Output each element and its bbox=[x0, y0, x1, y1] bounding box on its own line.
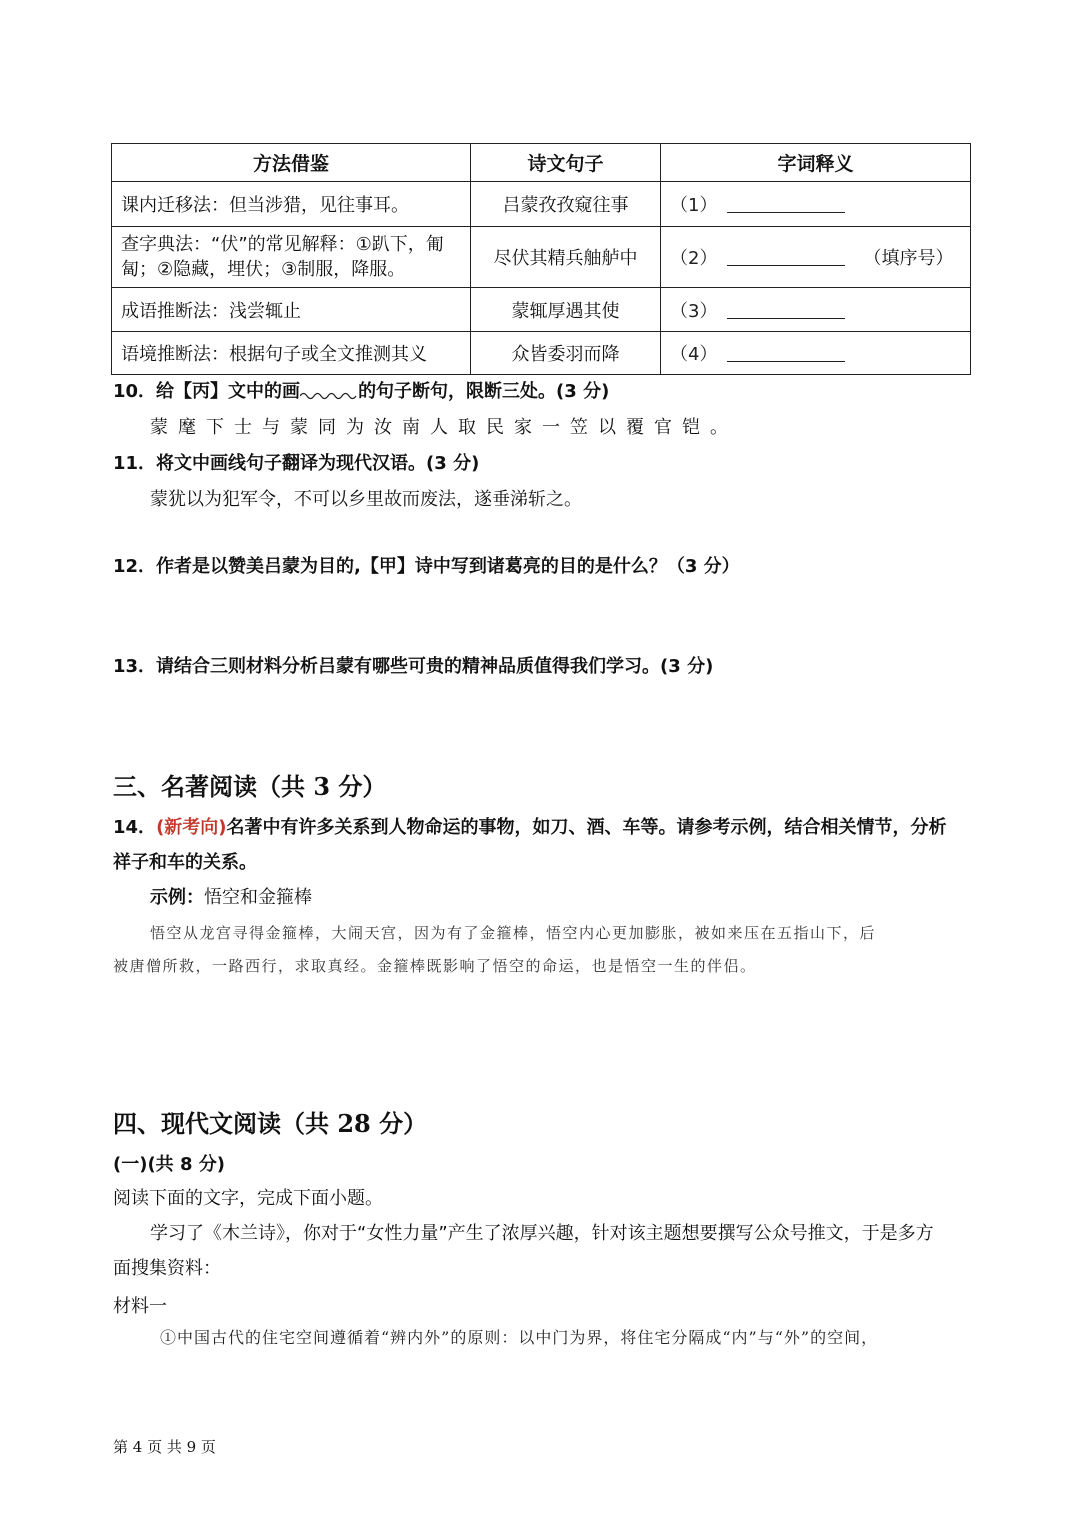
method-cell: 成语推断法：浅尝辄止 bbox=[112, 288, 471, 332]
answer-blank[interactable] bbox=[727, 196, 845, 213]
page-footer: 第 4 页 共 9 页 bbox=[113, 1438, 216, 1456]
method-cell: 课内迁移法：但当涉猎，见往事耳。 bbox=[112, 182, 471, 227]
vocab-table bbox=[111, 143, 971, 375]
section-4-intro-line2: 面搜集资料： bbox=[113, 1258, 221, 1279]
question-10-text: 蒙麾下士与蒙同为汝南人取民家一笠以覆官铠。 bbox=[150, 417, 738, 438]
answer-blank[interactable] bbox=[727, 345, 845, 362]
example-title: 悟空和金箍棒 bbox=[204, 887, 312, 908]
example-line1: 悟空从龙宫寻得金箍棒，大闹天宫，因为有了金箍棒，悟空内心更加膨胀，被如来压在五指山下，后 bbox=[150, 924, 877, 942]
table-row bbox=[112, 182, 971, 227]
sentence-cell: 蒙辄厚遇其使 bbox=[471, 288, 661, 332]
question-13-prompt: 13．请结合三则材料分析吕蒙有哪些可贵的精神品质值得我们学习。(3 分) bbox=[113, 656, 714, 677]
question-14-line1 bbox=[113, 813, 947, 839]
material-label: 材料一 bbox=[113, 1296, 167, 1317]
answer-cell bbox=[661, 227, 971, 288]
answer-cell bbox=[661, 182, 971, 227]
answer-blank[interactable] bbox=[727, 249, 845, 266]
section-4-instruction: 阅读下面的文字，完成下面小题。 bbox=[113, 1188, 383, 1209]
table-header-row bbox=[112, 144, 971, 182]
example-line2: 被唐僧所救，一路西行，求取真经。金箍棒既影响了悟空的命运，也是悟空一生的伴侣。 bbox=[113, 957, 757, 975]
table-row bbox=[112, 332, 971, 375]
sentence-cell: 众皆委羽而降 bbox=[471, 332, 661, 375]
question-10-prompt-b: 的句子断句，限断三处。(3 分) bbox=[358, 381, 610, 402]
answer-blank[interactable] bbox=[727, 302, 845, 319]
question-14-tag: (新考向) bbox=[156, 817, 227, 838]
question-11-prompt: 11．将文中画线句子翻译为现代汉语。(3 分) bbox=[113, 453, 480, 474]
answer-cell bbox=[661, 332, 971, 375]
question-10 bbox=[113, 377, 609, 403]
section-4-subtitle: (一)(共 8 分) bbox=[113, 1154, 225, 1175]
header-sentence: 诗文句子 bbox=[471, 144, 661, 182]
header-method: 方法借鉴 bbox=[112, 144, 471, 182]
answer-number: （3） bbox=[670, 300, 718, 322]
method-cell: 查字典法：“伏”的常见解释：①趴下，匍匐；②隐藏，埋伏；③制服，降服。 bbox=[112, 227, 471, 288]
section-4-intro-line1: 学习了《木兰诗》，你对于“女性力量”产生了浓厚兴趣，针对该主题想要撰写公众号推文，于是多方 bbox=[150, 1223, 934, 1244]
table-row bbox=[112, 227, 971, 288]
question-14-prompt-line2: 祥子和车的关系。 bbox=[113, 852, 257, 873]
method-cell: 语境推断法：根据句子或全文推测其义 bbox=[112, 332, 471, 375]
sentence-cell: 吕蒙孜孜窥往事 bbox=[471, 182, 661, 227]
answer-number: （4） bbox=[670, 344, 718, 365]
answer-number: （1） bbox=[670, 195, 718, 216]
material-line1: ①中国古代的住宅空间遵循着“辨内外”的原则：以中门为界，将住宅分隔成“内”与“外”的空间， bbox=[160, 1328, 879, 1347]
wavy-underline-icon bbox=[300, 391, 358, 401]
section-3-title: 三、名著阅读（共 3 分） bbox=[113, 772, 387, 801]
sentence-cell: 尽伏其精兵舳舻中 bbox=[471, 227, 661, 288]
table-row bbox=[112, 288, 971, 332]
example-heading bbox=[150, 883, 312, 909]
question-11-text: 蒙犹以为犯军令，不可以乡里故而废法，遂垂涕斩之。 bbox=[150, 489, 582, 510]
answer-cell bbox=[661, 288, 971, 332]
section-4-title: 四、现代文阅读（共 28 分） bbox=[113, 1109, 428, 1138]
question-14-prompt-line1: 名著中有许多关系到人物命运的事物，如刀、酒、车等。请参考示例，结合相关情节，分析 bbox=[226, 817, 947, 838]
answer-number: （2） bbox=[670, 248, 718, 269]
example-label: 示例： bbox=[150, 887, 204, 908]
answer-hint: （填序号） bbox=[863, 248, 954, 269]
question-10-prompt-a: 10．给【丙】文中的画 bbox=[113, 381, 301, 402]
question-14-number: 14． bbox=[113, 817, 157, 838]
header-meaning: 字词释义 bbox=[661, 144, 971, 182]
question-12-prompt: 12．作者是以赞美吕蒙为目的,【甲】诗中写到诸葛亮的目的是什么？（3 分） bbox=[113, 556, 740, 577]
